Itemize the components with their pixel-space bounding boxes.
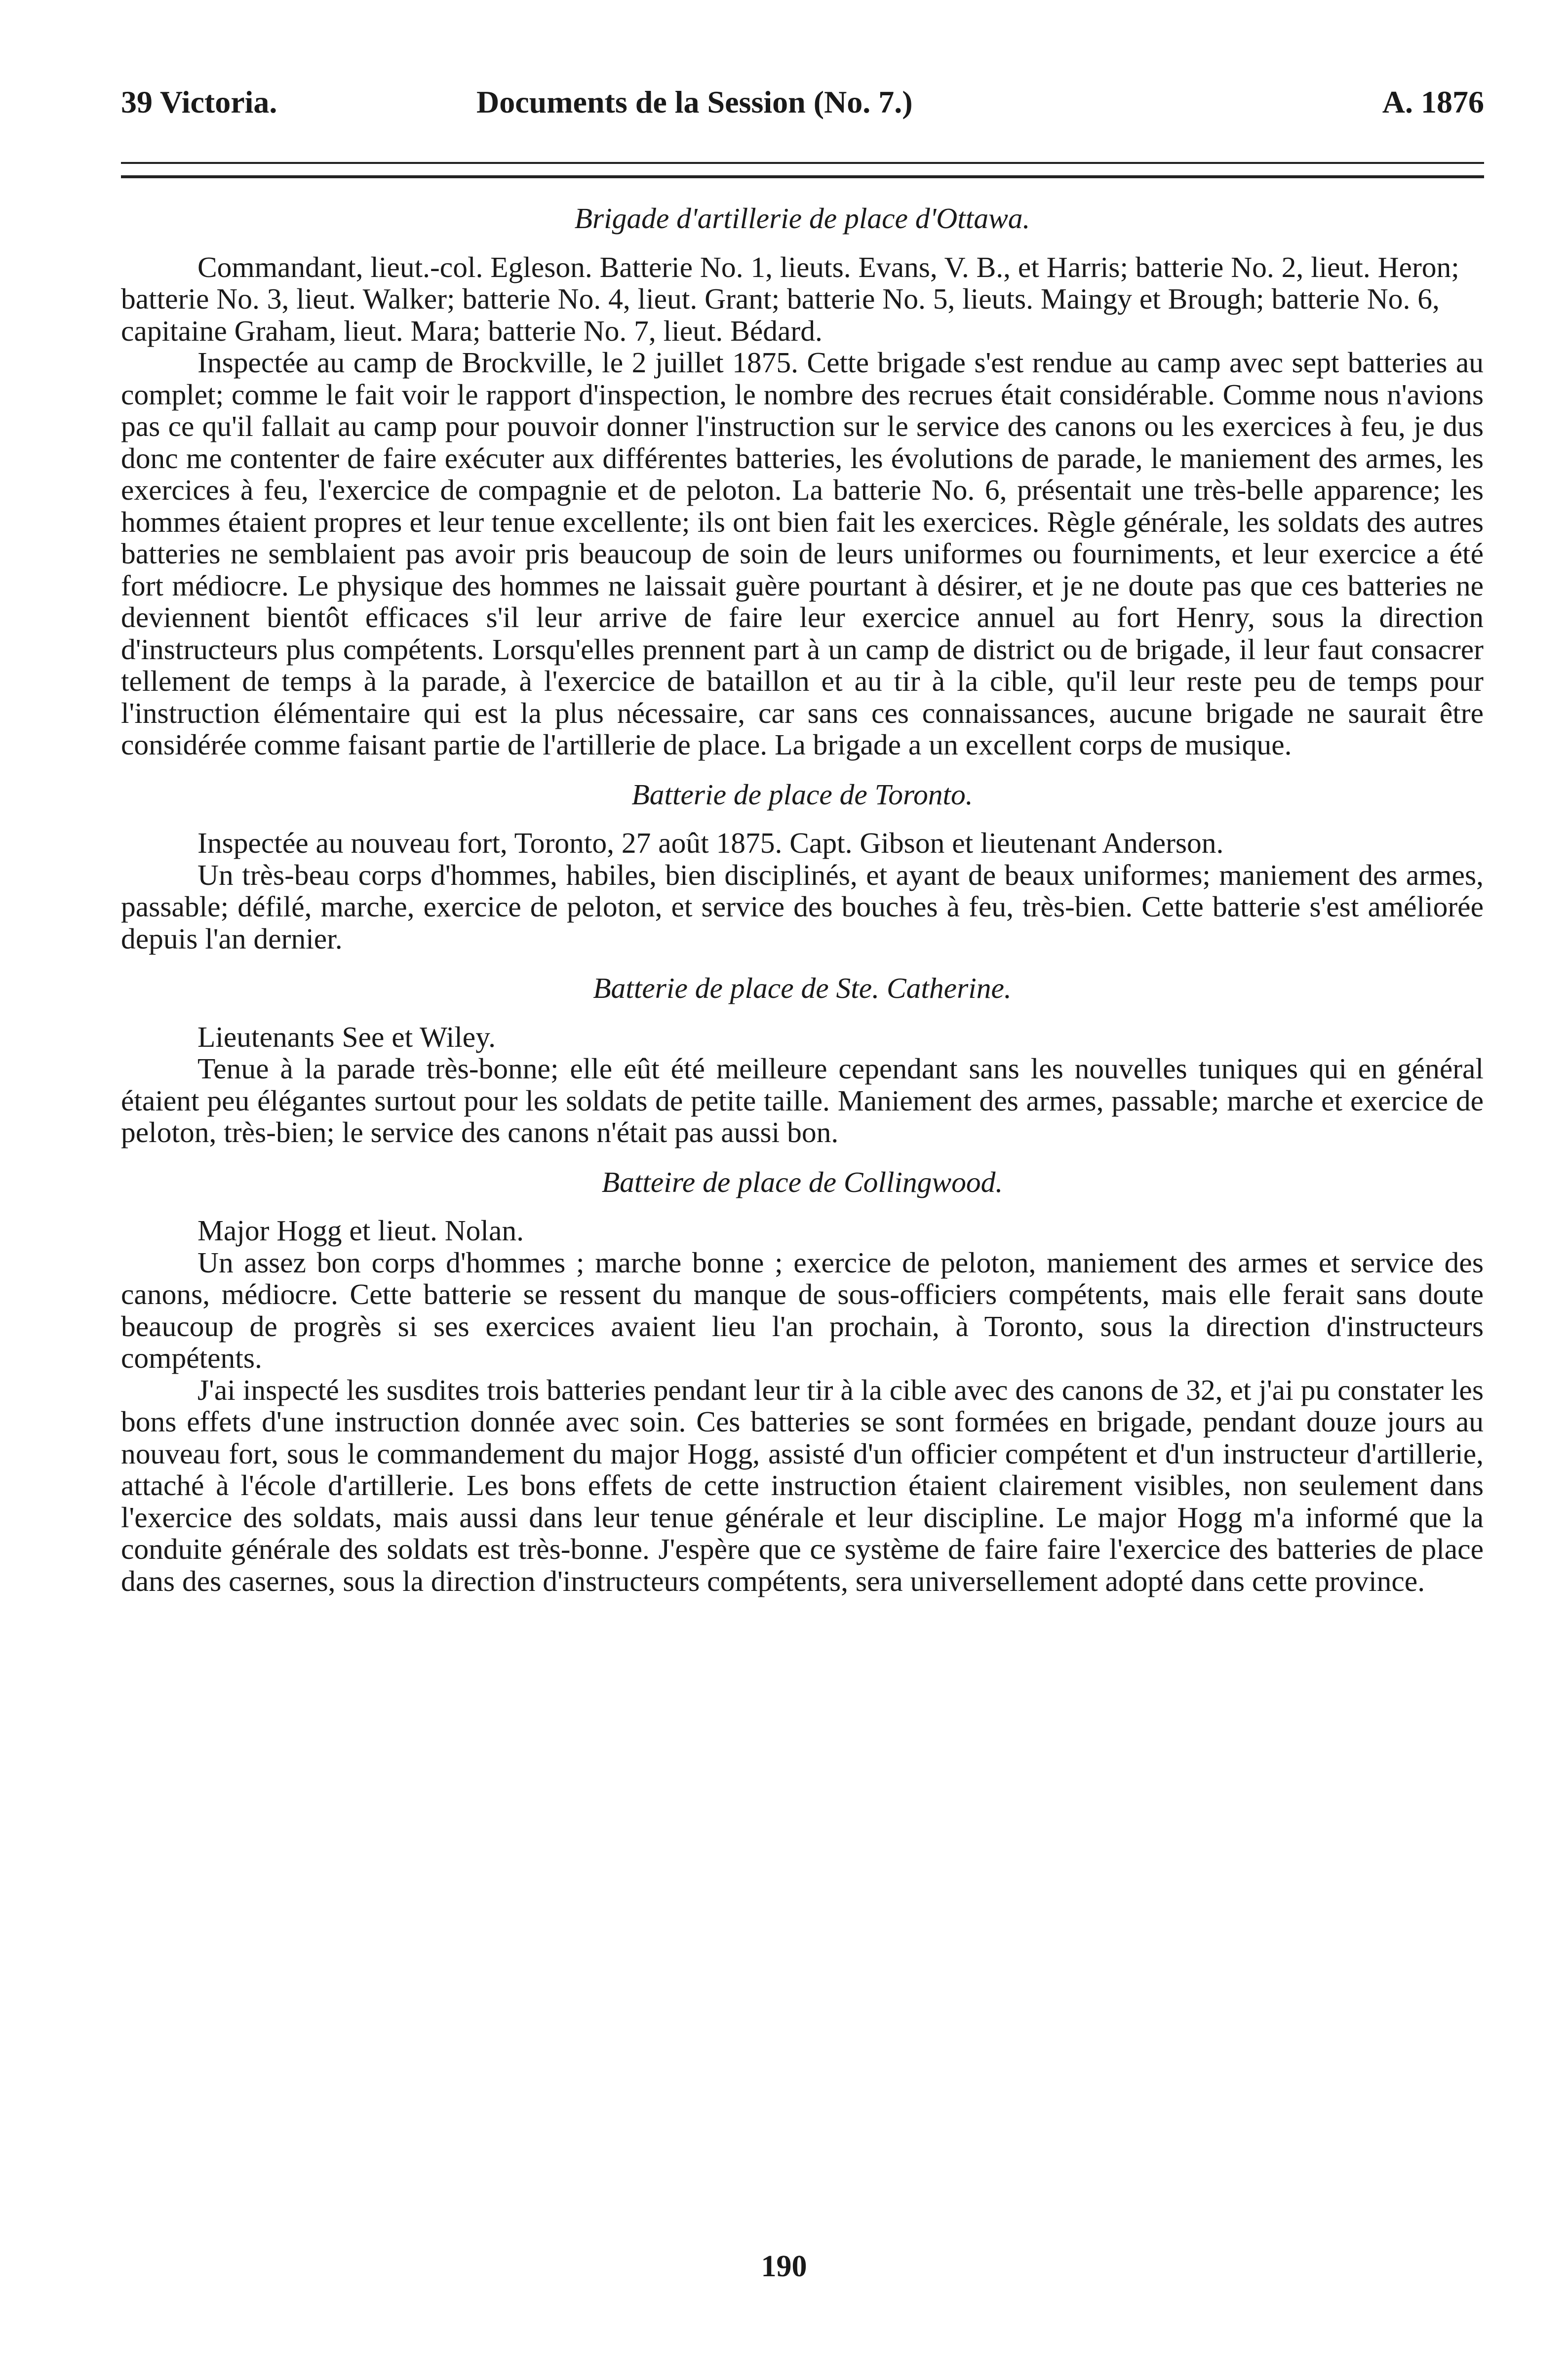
paragraph-ottawa-officers: Commandant, lieut.-col. Egleson. Batterie No. 1, lieuts. Evans, V. B., et Harris; batterie No. 2, lieut. Heron; batterie No. 3, lieut. Walker; batterie No. 4, lieut. Grant; batterie No. 5, lieuts. Maingy et Brough; batterie No. 6, capitaine Graham, lieut. Mara; batterie No. 7, lieut. Bédard. <box>121 250 1459 347</box>
section-title-collingwood: Batteire de place de Collingwood. <box>601 1165 1003 1198</box>
paragraph-toronto-report: Un très-beau corps d'hommes, habiles, bien disciplinés, et ayant de beaux uniformes; maniement des armes, passable; défilé, marche, exercice de peloton, et service des bouches à feu, très-bien. Cette batterie s'est améliorée depuis l'an dernier. <box>121 858 1484 955</box>
running-header <box>121 74 1484 128</box>
section-title-ottawa: Brigade d'artillerie de place d'Ottawa. <box>574 202 1030 235</box>
section-collingwood <box>121 1148 1484 1597</box>
paragraph-toronto-inspection: Inspectée au nouveau fort, Toronto, 27 août 1875. Capt. Gibson et lieutenant Anderson. <box>197 827 1224 859</box>
header-volume: 39 Victoria. <box>121 84 277 119</box>
section-ste-catherine <box>121 954 1484 1148</box>
section-toronto <box>121 761 1484 955</box>
section-title-ste-catherine: Batterie de place de Ste. Catherine. <box>593 972 1012 1004</box>
paragraph-ste-catherine-officers: Lieutenants See et Wiley. <box>197 1020 496 1053</box>
section-title-toronto: Batterie de place de Toronto. <box>631 778 973 811</box>
paragraph-collingwood-target-practice: J'ai inspecté les susdites trois batteries pendant leur tir à la cible avec des canons de 32, et j'ai pu constater les bons effets d'une instruction donnée avec soin. Ces batteries se sont formées en brigade, pendant douze jours au nouveau fort, sous le commandement du major Hogg, assisté d'un officier compétent et d'un instructeur d'artillerie, attaché à l'école d'artillerie. Les bons effets de cette instruction étaient clairement visibles, non seulement dans l'exercice des soldats, mais aussi dans leur tenue générale et leur discipline. Le major Hogg m'a informé que la conduite générale des soldats est très-bonne. J'espère que ce système de faire faire l'exercice des batteries de place dans des casernes, sous la direction d'instructeurs compétents, sera universellement adopté dans cette province. <box>121 1373 1484 1597</box>
header-title: Documents de la Session (No. 7.) <box>476 84 913 119</box>
page-number: 190 <box>761 2250 807 2283</box>
section-ottawa <box>121 202 1484 761</box>
header-year: A. 1876 <box>1382 84 1484 119</box>
main-content <box>121 202 1484 1597</box>
paragraph-ste-catherine-report: Tenue à la parade très-bonne; elle eût été meilleure cependant sans les nouvelles tuniques qui en général étaient peu élégantes surtout pour les soldats de petite taille. Maniement des armes, passable; marche et exercice de peloton, très-bien; le service des canons n'était pas aussi bon. <box>121 1052 1484 1148</box>
paragraph-ottawa-inspection: Inspectée au camp de Brockville, le 2 juillet 1875. Cette brigade s'est rendue au camp avec sept batteries au complet; comme le fait voir le rapport d'inspection, le nombre des recrues était considérable. Comme nous n'avions pas ce qu'il fallait au camp pour pouvoir donner l'instruction sur le service des canons ou les exercices à feu, je dus donc me contenter de faire exécuter aux différentes batteries, les évolutions de parade, le maniement des armes, les exercices à feu, l'exercice de compagnie et de peloton. La batterie No. 6, présentait une très-belle apparence; les hommes étaient propres et leur tenue excellente; ils ont bien fait les exercices. Règle générale, les soldats des autres batteries ne semblaient pas avoir pris beaucoup de soin de leurs uniformes ou fourniments, et leur exercice a été fort médiocre. Le physique des hommes ne laissait guère pourtant à désirer, et je ne doute pas que ces batteries ne deviennent bientôt efficaces s'il leur arrive de faire leur exercice annuel au fort Henry, sous la direction d'instructeurs plus compétents. Lorsqu'elles prennent part à un camp de district ou de brigade, il leur faut consacrer tellement de temps à la parade, à l'exercice de bataillon et au tir à la cible, qu'il leur reste peu de temps pour l'instruction élémentaire qui est la plus nécessaire, car sans ces connaissances, aucune brigade ne saurait être considérée comme faisant partie de l'artillerie de place. La brigade a un excellent corps de musique. <box>121 346 1484 761</box>
paragraph-collingwood-report: Un assez bon corps d'hommes ; marche bonne ; exercice de peloton, maniement des armes et service des canons, médiocre. Cette batterie se ressent du manque de sous-officiers compétents, mais elle ferait sans doute beaucoup de progrès si ses exercices avaient lieu l'an prochain, à Toronto, sous la direction d'instructeurs compétents. <box>121 1246 1484 1374</box>
header-rule-thick <box>121 175 1484 178</box>
header-rule-thin <box>121 162 1484 164</box>
paragraph-collingwood-officers: Major Hogg et lieut. Nolan. <box>197 1214 524 1247</box>
